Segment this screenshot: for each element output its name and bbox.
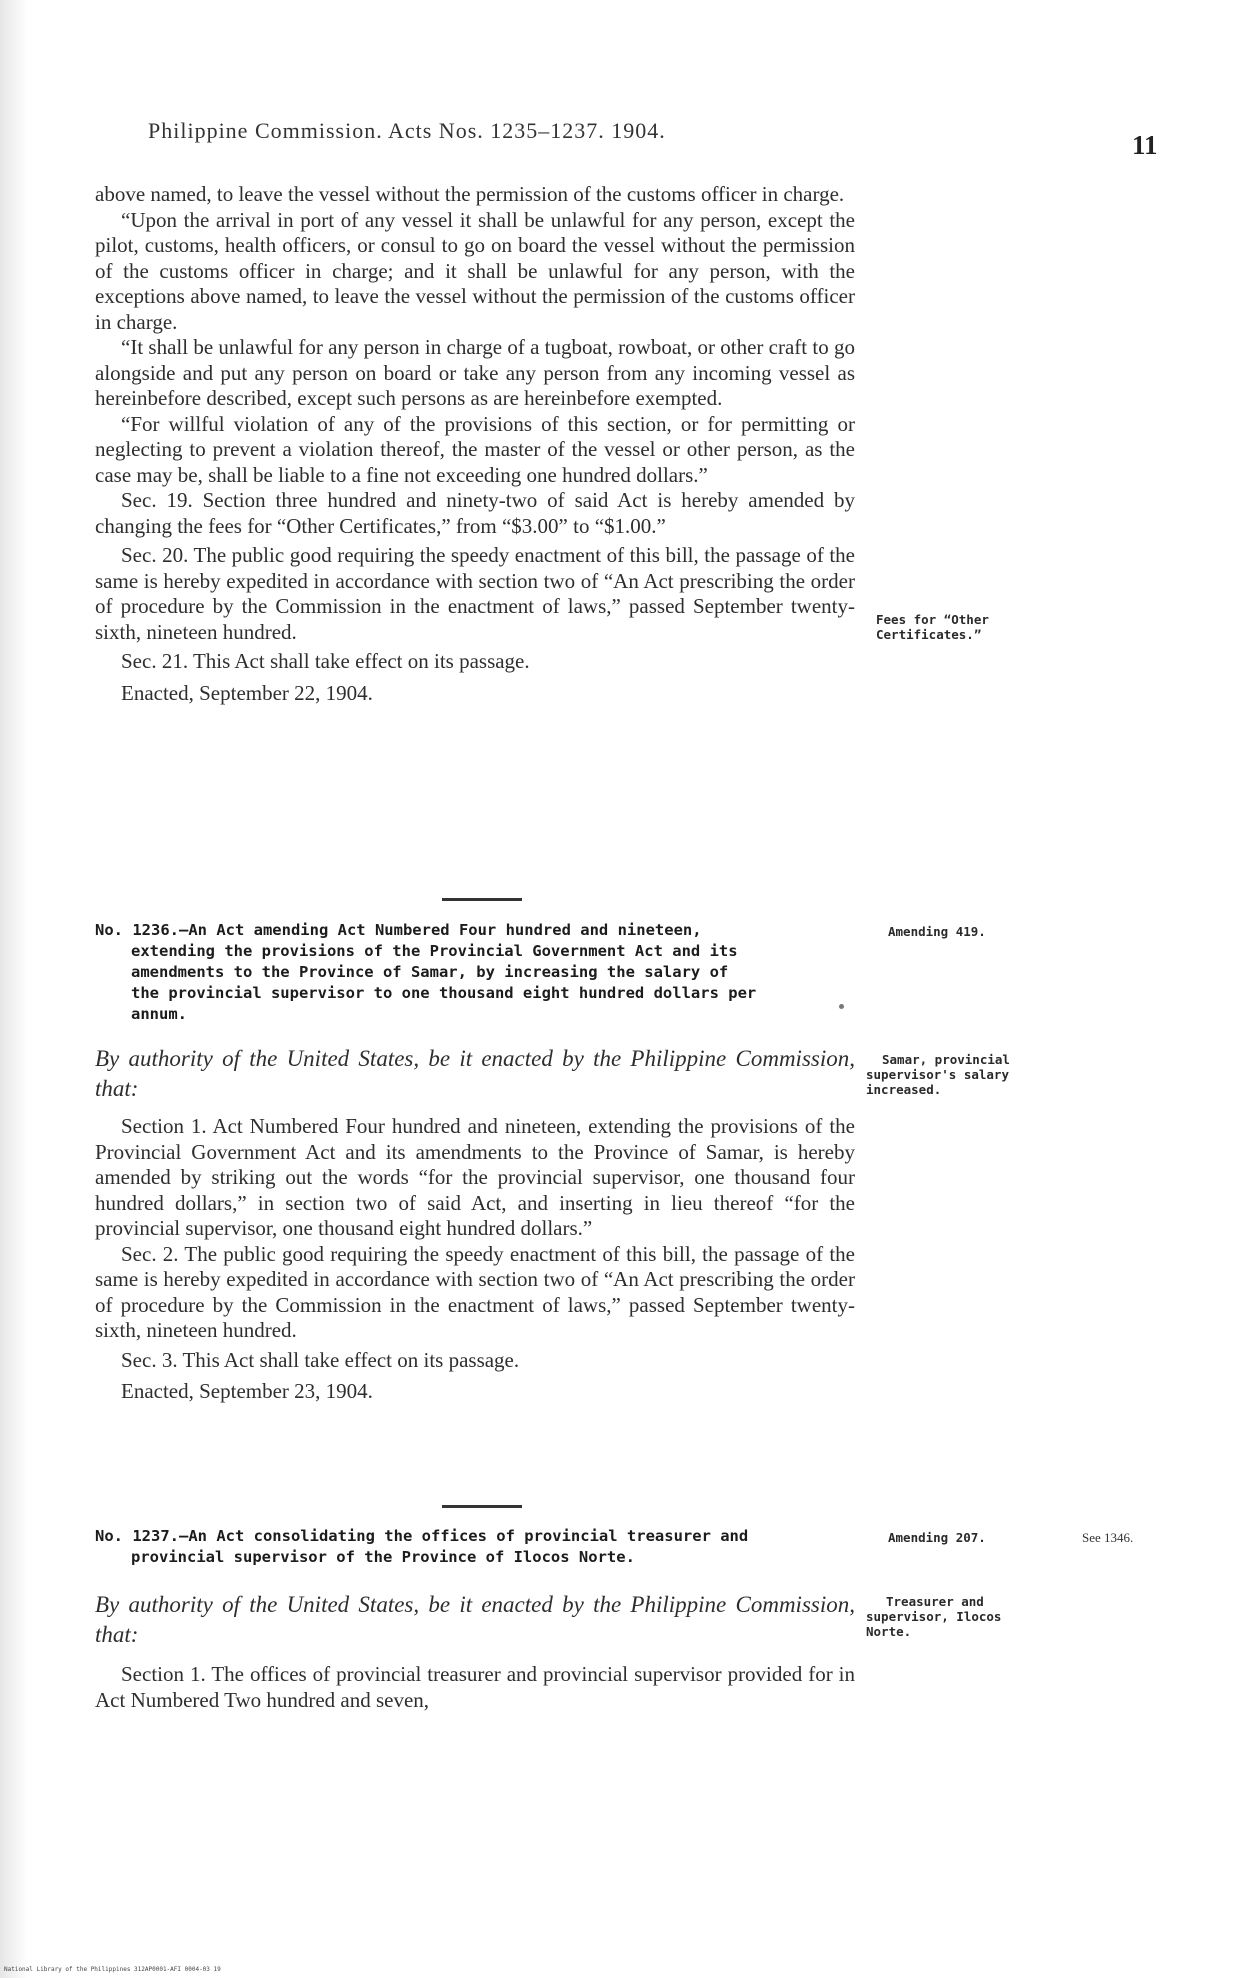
section-1: Section 1. The offices of provincial treasurer and provincial supervisor provided for in Act Numbered Two hundred and seven, <box>95 1662 855 1712</box>
heading-line: provincial supervisor of the Province of Ilocos Norte. <box>131 1548 635 1566</box>
heading-line: amendments to the Province of Samar, by increasing the salary of <box>131 963 729 981</box>
archive-stamp: National Library of the Philippines 312AP0001-AFI 0004-03 19 <box>4 1966 221 1973</box>
enacting-clause: By authority of the United States, be it enacted by the Philippine Commission, that: <box>95 1046 855 1101</box>
heading-line: extending the provisions of the Provincial Government Act and its <box>131 942 738 960</box>
page-edge-shadow <box>0 0 28 1978</box>
section-19: Sec. 19. Section three hundred and ninety-two of said Act is hereby amended by changing the fees for “Other Certificates,” from “$3.00” to “$1.00.” <box>95 488 855 538</box>
section-2: Sec. 2. The public good requiring the speedy enactment of this bill, the passage of the same is hereby expedited in accordance with section two of “An Act prescribing the order of procedure by the Commission in the enactment of laws,” passed September twenty-sixth, nineteen hundred. <box>95 1241 855 1342</box>
paragraph: above named, to leave the vessel without the permission of the customs officer in charge. <box>95 182 845 206</box>
paragraph: “Upon the arrival in port of any vessel it shall be unlawful for any person, except the pilot, customs, health officers, or consul to go on board the vessel without the permission of the customs officer in charge; and it shall be unlawful for any person, with the exceptions above named, to leave the vessel without the permission of the customs officer in charge. <box>95 207 855 334</box>
act-1235-continuation <box>95 182 855 706</box>
page-number: 11 <box>1132 130 1158 160</box>
margin-note-line: Norte. <box>866 1624 912 1639</box>
heading-line: No. 1236.—An Act amending Act Numbered Four hundred and nineteen, <box>95 921 702 939</box>
paragraph: “For willful violation of any of the provisions of this section, or for permitting or neglecting to prevent a violation thereof, the master of the vessel or other person, as the case may be, shall be liable to a fine not exceeding one hundred dollars.” <box>95 411 855 487</box>
margin-note-samar <box>866 1052 1010 1097</box>
margin-note-line: increased. <box>866 1082 942 1097</box>
margin-note-line: Certificates.” <box>876 627 982 642</box>
margin-note-amending-419: Amending 419. <box>888 924 986 939</box>
margin-note-amending-207: Amending 207. <box>888 1530 986 1545</box>
section-3: Sec. 3. This Act shall take effect on its passage. <box>121 1347 520 1372</box>
margin-note-line: Fees for “Other <box>876 612 989 627</box>
margin-note-line: supervisor's salary <box>866 1067 1009 1082</box>
section-divider <box>442 898 522 901</box>
act-1236-heading <box>95 920 853 1025</box>
section-divider <box>442 1505 522 1508</box>
heading-line: No. 1237.—An Act consolidating the offices of provincial treasurer and <box>95 1527 749 1545</box>
margin-note-line: Samar, provincial <box>882 1052 1010 1067</box>
margin-note-treasurer <box>866 1594 1001 1639</box>
ink-dot <box>839 1004 844 1009</box>
margin-note-fees <box>876 612 989 642</box>
section-20: Sec. 20. The public good requiring the speedy enactment of this bill, the passage of the same is hereby expedited in accordance with section two of “An Act prescribing the order of procedure by the Commission in the enactment of laws,” passed September twenty-sixth, nineteen hundred. <box>95 543 855 644</box>
act-1237-body <box>95 1590 855 1713</box>
side-note-see-1346: See 1346. <box>1082 1530 1134 1545</box>
section-1: Section 1. Act Numbered Four hundred and nineteen, extending the provisions of the Provincial Government Act and its amendments to the Province of Samar, is hereby amended by striking out the words “for the provincial supervisor, one thousand four hundred dollars,” in section two of said Act, and inserting in lieu thereof “for the provincial supervisor, one thousand eight hundred dollars.” <box>95 1114 855 1240</box>
paragraph: “It shall be unlawful for any person in charge of a tugboat, rowboat, or other craft to go alongside and put any person on board or take any person from any incoming vessel as hereinbefore described, except such persons as are hereinbefore exempted. <box>95 335 855 410</box>
heading-line: annum. <box>131 1005 187 1023</box>
margin-note-line: supervisor, Ilocos <box>866 1609 1002 1624</box>
heading-line: the provincial supervisor to one thousand eight hundred dollars per <box>131 984 757 1002</box>
margin-note-line: Treasurer and <box>886 1594 984 1609</box>
act-1237-heading <box>95 1526 853 1568</box>
enacted-date: Enacted, September 22, 1904. <box>121 680 373 705</box>
act-1236-body <box>95 1044 855 1405</box>
enacting-clause: By authority of the United States, be it enacted by the Philippine Commission, that: <box>95 1592 855 1647</box>
section-21: Sec. 21. This Act shall take effect on its passage. <box>121 649 530 673</box>
running-header: Philippine Commission. Acts Nos. 1235–1237. 1904. <box>148 118 666 143</box>
enacted-date: Enacted, September 23, 1904. <box>121 1379 373 1403</box>
